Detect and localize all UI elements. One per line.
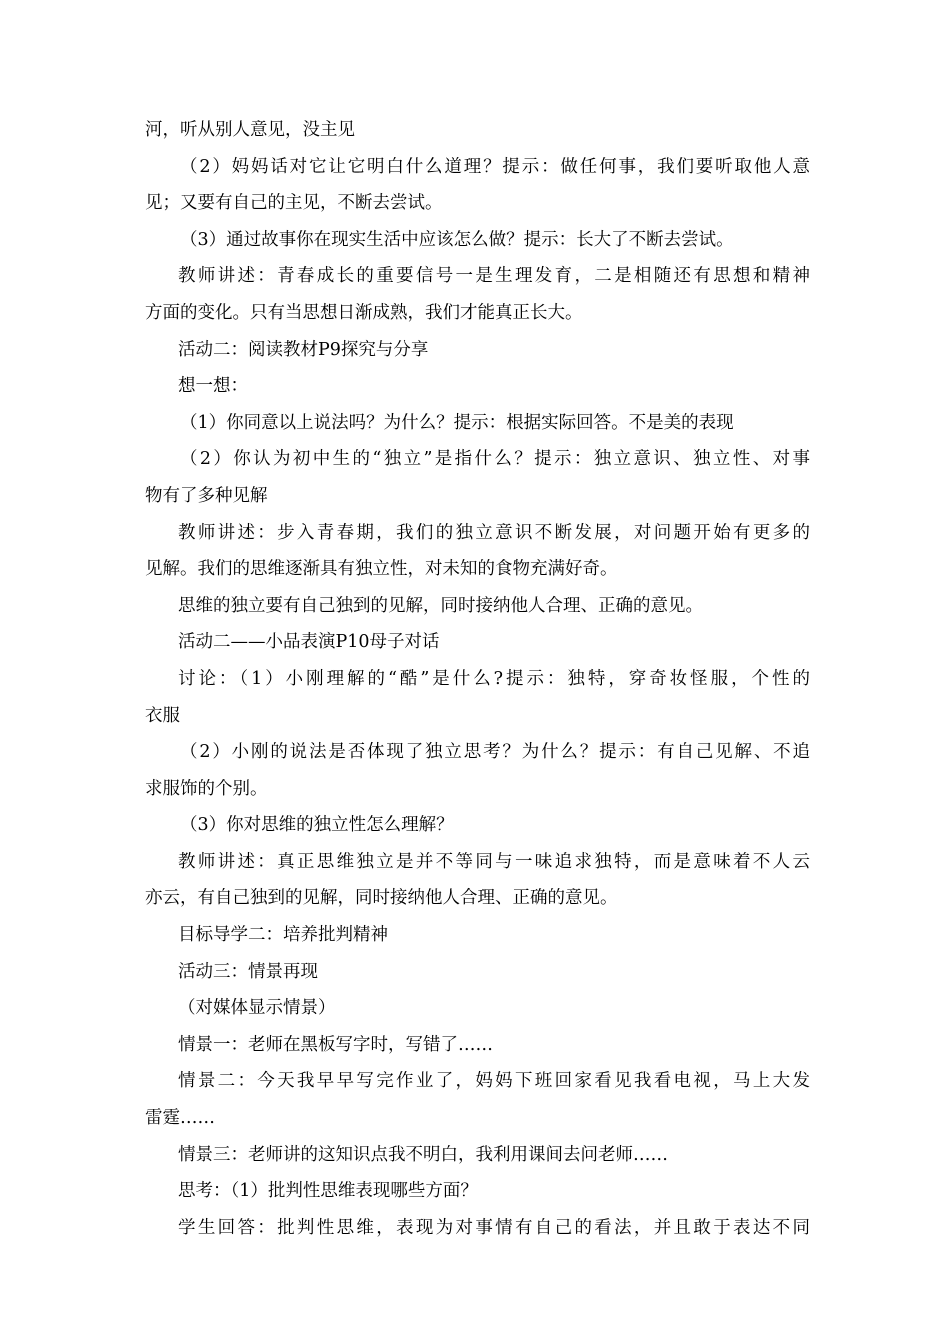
text-line: 物有了多种见解: [145, 485, 268, 506]
text-line: （3）通过故事你在现实生活中应该怎么做？提示：长大了不断去尝试。: [180, 229, 734, 250]
text-line: 教师讲述：真正思维独立是并不等同与一味追求独特，而是意味着不人云: [178, 851, 810, 872]
text-line: 教师讲述：青春成长的重要信号一是生理发育，二是相随还有思想和精神: [178, 266, 810, 287]
text-line: （2）小刚的说法是否体现了独立思考？为什么？提示：有自己见解、不追: [180, 742, 810, 763]
text-line: 情景三：老师讲的这知识点我不明白，我利用课间去问老师……: [178, 1144, 668, 1165]
text-line: 河，听从别人意见，没主见: [145, 120, 355, 140]
text-line: 学生回答：批判性思维，表现为对事情有自己的看法，并且敢于表达不同: [178, 1217, 810, 1238]
text-line: 活动二——小品表演P10母子对话: [178, 632, 440, 653]
text-line: 教师讲述：步入青春期，我们的独立意识不断发展，对问题开始有更多的: [178, 522, 810, 543]
text-line: 见解。我们的思维逐渐具有独立性，对未知的食物充满好奇。: [145, 559, 618, 580]
text-line: 情景一：老师在黑板写字时，写错了……: [178, 1034, 493, 1055]
text-line: 活动二：阅读教材P9探究与分享: [178, 339, 429, 360]
text-line: 雷霆……: [145, 1108, 215, 1129]
text-line: 情景二：今天我早早写完作业了，妈妈下班回家看见我看电视，马上大发: [178, 1071, 810, 1092]
text-line: （对媒体显示情景）: [178, 998, 336, 1019]
text-line: （2）妈妈话对它让它明白什么道理？提示：做任何事，我们要听取他人意: [180, 156, 810, 177]
text-line: 思考：（1）批判性思维表现哪些方面？: [178, 1181, 478, 1202]
document-body: [145, 112, 810, 1246]
text-line: 思维的独立要有自己独到的见解，同时接纳他人合理、正确的意见。: [178, 595, 703, 616]
text-line: 方面的变化。只有当思想日渐成熟，我们才能真正长大。: [145, 302, 583, 323]
text-line: 衣服: [145, 705, 180, 726]
text-line: （1）你同意以上说法吗？为什么？提示：根据实际回答。不是美的表现: [180, 412, 734, 433]
text-line: 活动三：情景再现: [178, 961, 318, 982]
text-line: 亦云，有自己独到的见解，同时接纳他人合理、正确的意见。: [145, 888, 618, 909]
text-line: 讨论：（1）小刚理解的“酷”是什么?提示：独特，穿奇妆怪服，个性的: [178, 668, 810, 689]
text-line: 求服饰的个别。: [145, 778, 268, 799]
text-line: 想一想：: [178, 376, 248, 397]
text-line: 见；又要有自己的主见，不断去尝试。: [145, 193, 443, 214]
text-line: （2）你认为初中生的“独立”是指什么？提示：独立意识、独立性、对事: [180, 449, 810, 470]
text-line: （3）你对思维的独立性怎么理解？: [180, 815, 454, 836]
text-line: 目标导学二：培养批判精神: [178, 925, 388, 946]
